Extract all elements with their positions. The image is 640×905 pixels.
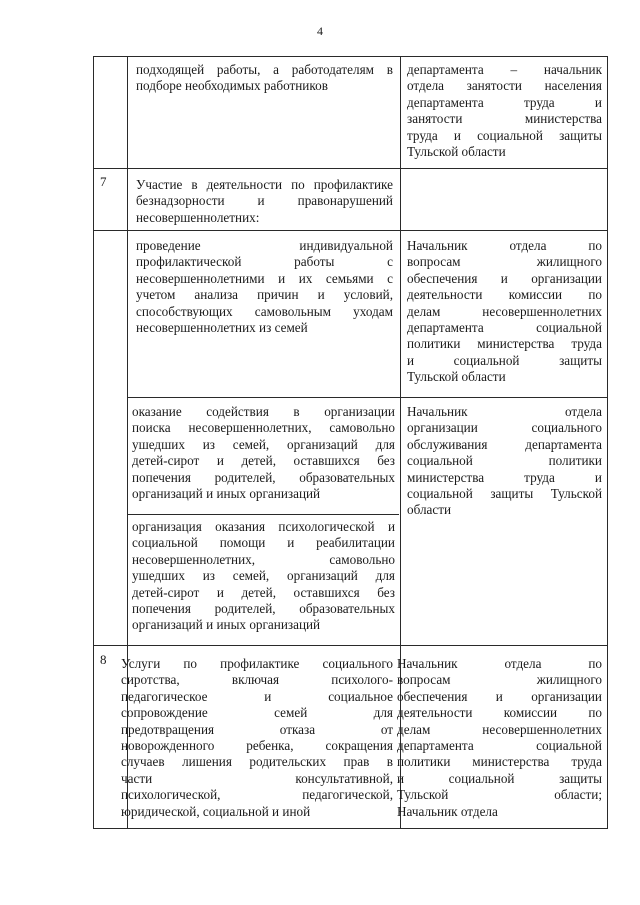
cell-line: части консультативной, bbox=[121, 770, 393, 786]
cell-line: делам несовершеннолетних bbox=[407, 303, 602, 319]
cell-line: оказание содействия в организации bbox=[132, 404, 395, 419]
row-border bbox=[93, 828, 608, 829]
row-border bbox=[127, 514, 399, 515]
cell-line: Услуги по профилактике социального bbox=[121, 656, 393, 671]
cell-line: вопросам жилищного bbox=[397, 672, 602, 688]
cell-line: отдела занятости населения bbox=[407, 78, 602, 94]
cell-line: деятельности комиссии по bbox=[397, 705, 602, 721]
cell-line: психологической, педагогической, bbox=[121, 787, 393, 803]
cell-line: безнадзорности и правонарушений bbox=[136, 193, 393, 209]
cell-line: политики министерства труда bbox=[407, 336, 602, 352]
cell-line: несовершеннолетних, самовольно bbox=[132, 551, 395, 567]
column-border bbox=[607, 56, 608, 828]
cell-line: деятельности комиссии по bbox=[407, 287, 602, 303]
cell-line: попечения родителей, образовательных bbox=[132, 601, 395, 617]
cell-line: несовершеннолетних: bbox=[136, 209, 260, 225]
cell-line: профилактической работы с bbox=[136, 254, 393, 270]
cell-line: Тульской области; bbox=[397, 787, 602, 803]
cell-line: педагогическое и социальное bbox=[121, 688, 393, 704]
cell-line: министерства труда и bbox=[407, 469, 602, 485]
cell-line: труда и социальной защиты bbox=[407, 127, 602, 143]
cell-line: организаций и иных организаций bbox=[132, 617, 321, 633]
cell-line: и социальной защиты bbox=[397, 770, 602, 786]
cell-line: проведение индивидуальной bbox=[136, 238, 393, 253]
cell-line: детей-сирот и детей, оставшихся без bbox=[132, 584, 395, 600]
cell-line: департамента – начальник bbox=[407, 62, 602, 77]
cell-line: Участие в деятельности по профилактике bbox=[136, 177, 393, 192]
cell-line: учетом анализа причин и условий, bbox=[136, 287, 393, 303]
table-cell bbox=[132, 404, 395, 502]
cell-line: Начальник отдела по bbox=[397, 656, 602, 671]
table-cell bbox=[397, 656, 602, 820]
table-cell bbox=[407, 62, 602, 160]
table-cell bbox=[132, 519, 395, 634]
row-number: 7 bbox=[100, 174, 107, 189]
row-border bbox=[127, 397, 608, 398]
cell-line: департамента труда и bbox=[407, 94, 602, 110]
cell-line: департамента социальной bbox=[407, 320, 602, 336]
cell-line: организаций и иных организаций bbox=[132, 486, 321, 502]
row-number: 8 bbox=[100, 652, 107, 667]
cell-line: поиска несовершеннолетних, самовольно bbox=[132, 420, 395, 436]
table-cell bbox=[136, 238, 393, 336]
cell-line: области bbox=[407, 502, 452, 518]
cell-line: случаев лишения родительских прав в bbox=[121, 754, 393, 770]
table-cell bbox=[407, 404, 602, 519]
cell-line: и социальной защиты bbox=[407, 352, 602, 368]
cell-line: ушедших из семей, организаций для bbox=[132, 568, 395, 584]
cell-line: обеспечения и организации bbox=[397, 688, 602, 704]
cell-line: сиротства, включая психолого- bbox=[121, 672, 393, 688]
cell-line: Начальник отдела по bbox=[407, 238, 602, 253]
cell-line: предотвращения отказа от bbox=[121, 721, 393, 737]
table-cell bbox=[121, 656, 393, 820]
cell-line: несовершеннолетними и их семьями с bbox=[136, 270, 393, 286]
column-border bbox=[93, 56, 94, 828]
cell-line: организации социального bbox=[407, 420, 602, 436]
cell-line: обеспечения и организации bbox=[407, 270, 602, 286]
cell-line: Начальник отдела bbox=[397, 803, 498, 819]
row-border bbox=[93, 168, 608, 169]
cell-line: подборе необходимых работников bbox=[136, 78, 328, 94]
cell-line: вопросам жилищного bbox=[407, 254, 602, 270]
cell-line: обслуживания департамента bbox=[407, 436, 602, 452]
cell-line: департамента социальной bbox=[397, 738, 602, 754]
table-cell bbox=[407, 238, 602, 386]
row-border bbox=[93, 56, 608, 57]
row-border bbox=[93, 230, 608, 231]
cell-line: занятости министерства bbox=[407, 111, 602, 127]
cell-line: попечения родителей, образовательных bbox=[132, 469, 395, 485]
cell-line: несовершеннолетних из семей bbox=[136, 320, 308, 336]
table-cell bbox=[136, 177, 393, 226]
table-cell bbox=[136, 62, 393, 95]
cell-line: способствующих самовольным уходам bbox=[136, 303, 393, 319]
cell-line: социальной помощи и реабилитации bbox=[132, 535, 395, 551]
cell-line: социальной политики bbox=[407, 453, 602, 469]
cell-line: юридической, социальной и иной bbox=[121, 803, 311, 819]
cell-line: социальной защиты Тульской bbox=[407, 486, 602, 502]
page-number: 4 bbox=[317, 24, 323, 38]
cell-line: подходящей работы, а работодателям в bbox=[136, 62, 393, 77]
cell-line: Тульской области bbox=[407, 369, 506, 385]
cell-line: организация оказания психологической и bbox=[132, 519, 395, 534]
cell-line: сопровождение семей для bbox=[121, 705, 393, 721]
cell-line: новорожденного ребенка, сокращения bbox=[121, 738, 393, 754]
cell-line: детей-сирот и детей, оставшихся без bbox=[132, 453, 395, 469]
cell-line: делам несовершеннолетних bbox=[397, 721, 602, 737]
cell-line: Начальник отдела bbox=[407, 404, 602, 419]
row-border bbox=[93, 645, 608, 646]
cell-line: Тульской области bbox=[407, 144, 506, 160]
cell-line: политики министерства труда bbox=[397, 754, 602, 770]
cell-line: ушедших из семей, организаций для bbox=[132, 436, 395, 452]
